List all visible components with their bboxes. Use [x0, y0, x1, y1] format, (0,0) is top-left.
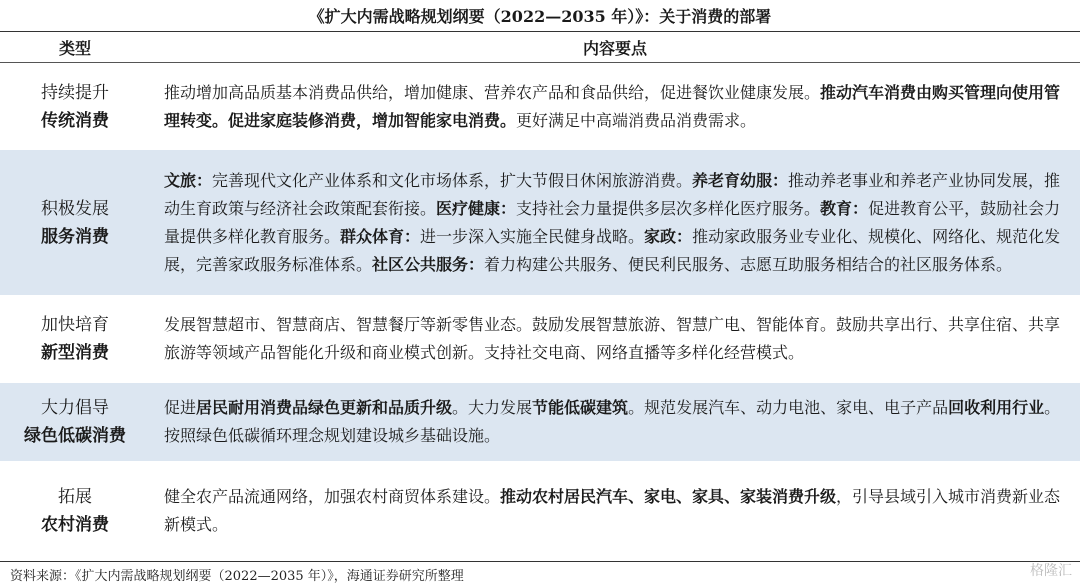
- row-content-text: [164, 483, 1068, 539]
- row-type: [0, 63, 150, 150]
- row-type: [0, 295, 150, 383]
- row-type-line1: 拓展: [58, 487, 92, 507]
- content-segment: 推动增加高品质基本消费品供给，增加健康、营养农产品和食品供给，促进餐饮业健康发展。: [164, 82, 821, 102]
- content-bold-segment: 推动农村居民汽车、家电、家具、家装消费升级: [500, 487, 837, 506]
- row-type-line1: 大力倡导: [41, 398, 109, 418]
- row-type-line2: 农村消费: [41, 515, 109, 535]
- row-type-line2: 绿色低碳消费: [24, 426, 126, 446]
- table-row: [0, 295, 1080, 383]
- content-segment: 支持社会力量提供多层次多样化医疗服务。: [516, 198, 821, 218]
- row-content-text: [164, 394, 1068, 450]
- table-header: [0, 32, 1080, 63]
- row-type-line2: 服务消费: [41, 226, 109, 247]
- content-bold-segment: 家政：: [644, 226, 693, 246]
- content-bold-segment: 医疗健康：: [436, 198, 517, 218]
- content-segment: 健全农产品流通网络，加强农村商贸体系建设。: [164, 487, 501, 506]
- content-segment: 推动家政服务业专业化、规模化、网络化、规范化发展，完善家政服务标准体系。: [164, 226, 1061, 274]
- header-content: 内容要点: [582, 38, 647, 58]
- row-type: [0, 383, 150, 461]
- content-segment: ，引导县域引入城市消费新业态新模式。: [164, 487, 1061, 534]
- content-bold-segment: 群众体育：: [340, 226, 421, 246]
- row-type: [0, 461, 150, 561]
- table-row: [0, 383, 1080, 461]
- watermark-logo: 格隆汇: [1030, 563, 1072, 579]
- content-bold-segment: 节能低碳建筑: [532, 398, 629, 417]
- content-segment: 。按照绿色低碳循环理念规划建设城乡基础设施。: [164, 398, 1061, 445]
- content-bold-segment: 回收利用行业: [948, 398, 1045, 417]
- row-content: [150, 63, 1080, 150]
- source-note: 资料来源：《扩大内需战略规划纲要（2022—2035 年）》，海通证券研究所整理: [10, 569, 464, 584]
- content-segment: 更好满足中高端消费品消费需求。: [516, 110, 757, 130]
- row-content-text: [164, 311, 1068, 367]
- row-type: [0, 150, 150, 295]
- content-segment: 发展智慧超市、智慧商店、智慧餐厅等新零售业态。鼓励发展智慧旅游、智慧广电、智能体育。鼓励共享出行、共享住宿、共享旅游等领域产品智能化升级和商业模式创新。支持社交电商、网络直播等多样化经营模式。: [164, 315, 1061, 362]
- content-bold-segment: 社区公共服务：: [372, 254, 485, 274]
- policy-table: [0, 31, 1080, 562]
- table-title: 《扩大内需战略规划纲要（2022—2035 年）》：关于消费的部署: [308, 6, 772, 26]
- row-content: [150, 461, 1080, 561]
- row-content: [150, 383, 1080, 461]
- row-content: [150, 150, 1080, 295]
- content-segment: 进一步深入实施全民健身战略。: [420, 226, 645, 246]
- table-row: [0, 150, 1080, 295]
- content-segment: 促进教育公平，鼓励社会力量提供多样化教育服务。: [164, 198, 1061, 246]
- row-content: [150, 295, 1080, 383]
- table-row: [0, 461, 1080, 561]
- content-bold-segment: 养老育幼服：: [692, 170, 789, 190]
- row-type-line1: 积极发展: [41, 198, 109, 219]
- content-segment: 完善现代文化产业体系和文化市场体系，扩大节假日休闲旅游消费。: [212, 170, 693, 190]
- content-bold-segment: 教育：: [820, 198, 869, 218]
- content-segment: 。规范发展汽车、动力电池、家电、电子产品: [628, 398, 949, 417]
- content-segment: 。大力发展: [452, 398, 533, 417]
- header-type: 类型: [58, 38, 91, 58]
- row-content-text: [164, 167, 1068, 279]
- content-bold-segment: 推动汽车消费由购买管理向使用管理转变。促进家庭装修消费，增加智能家电消费。: [164, 82, 1061, 130]
- row-type-line1: 加快培育: [41, 315, 109, 335]
- row-type-line2: 新型消费: [41, 343, 109, 363]
- row-type-line1: 持续提升: [41, 82, 109, 103]
- row-type-line2: 传统消费: [41, 110, 109, 131]
- content-bold-segment: 居民耐用消费品绿色更新和品质升级: [196, 398, 453, 417]
- content-segment: 着力构建公共服务、便民利民服务、志愿互助服务相结合的社区服务体系。: [484, 254, 1013, 274]
- content-segment: 推动养老事业和养老产业协同发展，推动生育政策与经济社会政策配套衔接。: [164, 170, 1061, 218]
- table-row: [0, 63, 1080, 150]
- content-bold-segment: 文旅：: [164, 170, 213, 190]
- content-segment: 促进: [164, 398, 197, 417]
- row-content-text: [164, 79, 1068, 135]
